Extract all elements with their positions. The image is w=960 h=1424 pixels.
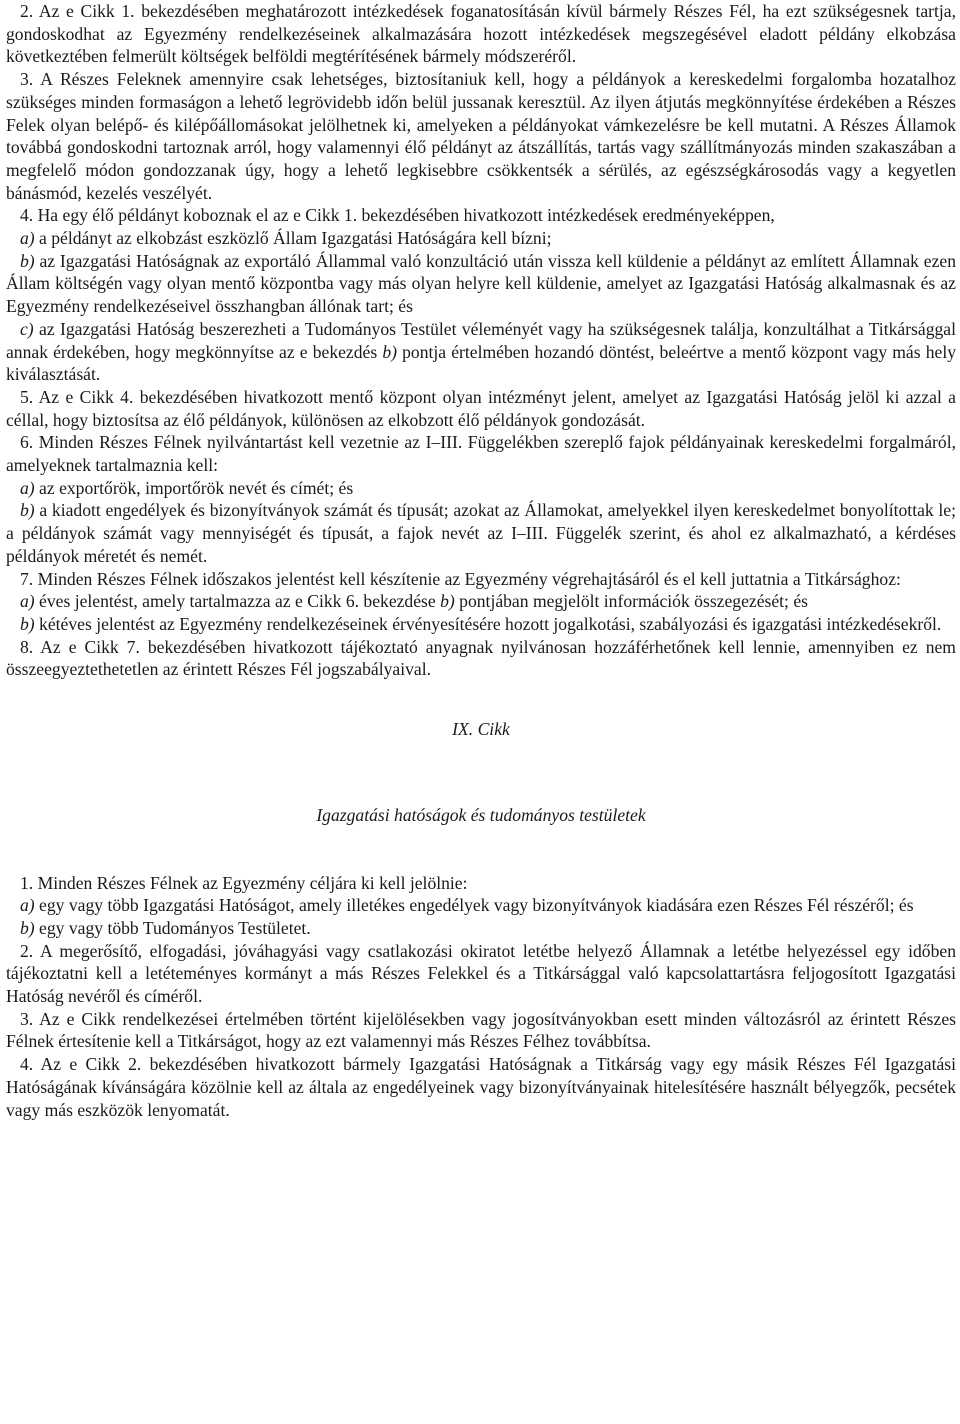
document-page (6, 0, 956, 1121)
list-label: a) (20, 477, 35, 498)
paragraph-6: 6. Minden Részes Félnek nyilvántartást kell vezetnie az I–III. Függelékben szereplő fajok példányainak kereskedelmi forgalmáról, amelyeknek tartalmaznia kell: (6, 432, 956, 476)
list-label: a) (20, 228, 35, 249)
paragraph-8: 8. Az e Cikk 7. bekezdésében hivatkozott tájékoztató anyagnak nyilvánosan hozzáférhetőnek kell lennie, amennyiben ez nem összeegyeztethetetlen az érintett Részes Fél jogszabályaival. (6, 636, 956, 680)
article-title-heading: Igazgatási hatóságok és tudományos testületek (316, 804, 646, 825)
paragraph-2: 2. Az e Cikk 1. bekezdésében meghatározott intézkedések foganatosításán kívül bármely Részes Fél, ha ezt szükségesnek tartja, gondoskodhat az Egyezmény rendelkezéseinek alkalmazására hozott intézkedések megszegésével eladott példány elkobzása következtében felmerült költségek belföldi megtérítésének bármely módszeréről. (6, 1, 956, 67)
paragraph-4c (6, 318, 956, 386)
list-label: a) (20, 591, 35, 612)
paragraph-7: 7. Minden Részes Félnek időszakos jelentést kell készítenie az Egyezmény végrehajtásáról és el kell juttatnia a Titkársághoz: (20, 568, 901, 589)
article-paragraph-2: 2. A megerősítő, elfogadási, jóváhagyási vagy csatlakozási okiratot letétbe helyező Államnak a letétbe helyezéssel egy időben tájékoztatni kell a letéteményes kormányt a más Részes Felekkel és a Titkársággal való kapcsolattartásra feljogosított Igazgatási Hatóság nevéről és címéről. (6, 940, 956, 1007)
list-text: a kiadott engedélyek és bizonyítványok számát és típusát; azokat az Államokat, amelyekkel ilyen kereskedelmet bonyolítottak le; a példányok számát vagy mennyiségét és típusát, a fajok nevét az I–III. Függelék szerint, és ahol ez alkalmazható, a kérdéses példányok méretét és nemét. (6, 500, 956, 566)
paragraph-4: 4. Ha egy élő példányt koboznak el az e Cikk 1. bekezdésében hivatkozott intézkedések eredményeképpen, (20, 205, 775, 226)
list-label: b) (20, 250, 35, 271)
article-paragraph-1a (6, 894, 956, 917)
article-paragraph-3: 3. Az e Cikk rendelkezései értelmében történt kijelölésekben vagy jogosítványokban esett minden változásról az érintett Részes Félnek értesítenie kell a Titkárságot, hogy az ezt valamennyi más Részes Félhez továbbítsa. (6, 1008, 956, 1052)
list-text: egy vagy több Igazgatási Hatóságot, amely illetékes engedélyek vagy bizonyítványok kiadására ezen Részes Fél részéről; és (34, 895, 914, 916)
list-text: az Igazgatási Hatóság beszerezheti a Tudományos Testület véleményét vagy ha szükségesnek találja, konzultálhat a Titkársággal annak érdekében, hogy megkönnyítse az e bekezdés (6, 318, 956, 362)
paragraph-6b (6, 499, 956, 567)
list-label: b) (20, 917, 35, 938)
list-text: a példányt az elkobzást eszközlő Állam Igazgatási Hatóságára kell bízni; (34, 228, 552, 249)
paragraph-5: 5. Az e Cikk 4. bekezdésében hivatkozott mentő központ olyan intézményt jelent, amelyet az Igazgatási Hatóság jelöl ki azzal a céllal, hogy biztosítsa az élő példányok, különösen az elkobzott élő példányok gondozását. (6, 386, 956, 430)
list-text: az Igazgatási Hatóságnak az exportáló Állammal való konzultáció után vissza kell küldenie a példányt az említett Államnak ezen Állam költségén vagy olyan mentő központba vagy más olyan helyre kell küldenie, amelyet az Igazgatási Hatóság alkalmasnak és az Egyezmény rendelkezéseivel összhangban állónak tart; és (6, 250, 956, 317)
article-paragraph-4: 4. Az e Cikk 2. bekezdésében hivatkozott bármely Igazgatási Hatóságnak a Titkárság vagy egy másik Részes Fél Igazgatási Hatóságának kívánságára közölnie kell az általa az engedélyeinek vagy bizonyítványainak hitelesítésére használt bélyegzők, pecsétek vagy más eszközök lenyomatát. (6, 1054, 956, 1120)
paragraph-6a (6, 477, 956, 500)
list-text: pontja értelmében hozandó döntést, beleértve a mentő központ vagy más hely kiválasztását. (6, 341, 957, 385)
list-label: a) (20, 895, 35, 916)
list-text: kétéves jelentést az Egyezmény rendelkezéseinek érvényesítésére hozott jogalkotási, szabályozási és igazgatási intézkedésekről. (34, 613, 942, 634)
list-label: b) (20, 613, 35, 634)
paragraph-7a (6, 590, 956, 613)
paragraph-4a (6, 227, 956, 250)
list-label: c) (20, 318, 34, 339)
list-text: az exportőrök, importőrök nevét és címét; és (34, 477, 354, 498)
list-label: b) (20, 500, 35, 521)
article-paragraph-1b (6, 917, 956, 940)
article-number-heading: IX. Cikk (452, 719, 510, 740)
list-text: egy vagy több Tudományos Testületet. (34, 917, 311, 938)
paragraph-7b (6, 613, 956, 636)
inline-reference: b) (440, 591, 455, 612)
paragraph-3: 3. A Részes Feleknek amennyire csak lehetséges, biztosítaniuk kell, hogy a példányok a kereskedelmi forgalomba hozatalhoz szükséges minden formaságon a lehető legrövidebb időn belül jussanak keresztül. Az ilyen átjutás megkönnyítése érdekében a Részes Felek olyan belépő- és kilépőállomásokat jelölhetnek ki, amelyeken a példányokat vámkezelésre be kell mutatni. A Részes Államok továbbá gondoskodni tartoznak arról, hogy valamennyi élő példányt az átszállítás, tartás vagy szállítmányozás minden szakaszában a megfelelő módon gondozzanak úgy, hogy a lehető legkisebbre csökkentsék a sérülés, az egészségkárosodás vagy a kegyetlen bánásmód, kezelés veszélyét. (6, 69, 956, 203)
article-paragraph-1: 1. Minden Részes Félnek az Egyezmény céljára ki kell jelölnie: (20, 872, 468, 893)
list-text: pontjában megjelölt információk összegezését; és (454, 591, 808, 612)
paragraph-4b (6, 250, 956, 318)
inline-reference: b) (382, 341, 397, 362)
list-text: éves jelentést, amely tartalmazza az e Cikk 6. bekezdése (34, 591, 441, 612)
